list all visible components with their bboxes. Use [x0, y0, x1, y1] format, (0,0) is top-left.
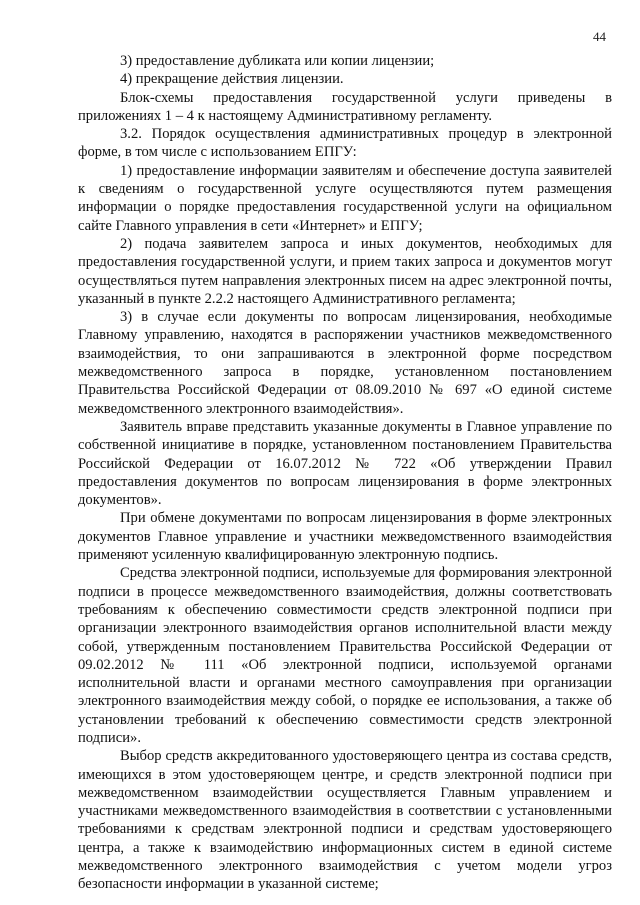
- paragraph-subitem-2: 2) подача заявителем запроса и иных документов, необходимых для предоставления государственной услуги, и прием таких запроса и документов могут осуществляться путем направления электронных писем на адрес электронной почты, указанный в пункте 2.2.2 настоящего Административного регламента;: [78, 235, 612, 307]
- paragraph-signature-tools: Средства электронной подписи, используемые для формирования электронной подписи в процессе межведомственного взаимодействия, должны соответствовать требованиям к обеспечению совместимости средств электронной подписи при организации электронного взаимодействия органов исполнительной власти между собой, утвержденным постановлением Правительства Российской Федерации от 09.02.2012 № 111 «Об электронной подписи, используемой органами исполнительной власти и органами местного самоуправления при организации электронного взаимодействия между собой, о порядке ее использования, а также об установлении требований к обеспечению совместимости средств электронной подписи».: [78, 565, 612, 746]
- paragraph-document-exchange: При обмене документами по вопросам лицензирования в форме электронных документов Главное управление и участники межведомственного взаимодействия применяют усиленную квалифицированную электронную подпись.: [78, 510, 612, 564]
- paragraph-applicant-right: Заявитель вправе представить указанные документы в Главное управление по собственной инициативе в порядке, установленном постановлением Правительства Российской Федерации от 16.07.2012 № 722 «Об утверждении Правил предоставления документов по вопросам лицензирования в форме электронных документов».: [78, 418, 612, 509]
- paragraph-flowcharts: Блок-схемы предоставления государственной услуги приведены в приложениях 1 – 4 к настоящему Административному регламенту.: [78, 89, 612, 124]
- paragraph-section-3-2: 3.2. Порядок осуществления административных процедур в электронной форме, в том числе с использованием ЕПГУ:: [78, 126, 612, 161]
- paragraph-item-3: 3) предоставление дубликата или копии лицензии;: [120, 53, 435, 69]
- page-number: 44: [593, 29, 606, 44]
- paragraph-item-4: 4) прекращение действия лицензии.: [120, 71, 344, 88]
- paragraph-subitem-1: 1) предоставление информации заявителям и обеспечение доступа заявителей к сведениям о государственной услуге осуществляются путем размещения информации о порядке предоставления государственной услуги на официальном сайте Главного управления в сети «Интернет» и ЕПГУ;: [78, 162, 612, 234]
- document-body: [78, 52, 612, 894]
- paragraph-subitem-3: 3) в случае если документы по вопросам лицензирования, необходимые Главному управлению, находятся в распоряжении участников межведомственного взаимодействия, то они запрашиваются в электронной форме посредством межведомственного запроса в порядке, установленном постановлением Правительства Российской Федерации от 08.09.2010 № 697 «О единой системе межведомственного электронного взаимодействия».: [78, 309, 612, 417]
- paragraph-certification-center: Выбор средств аккредитованного удостоверяющего центра из состава средств, имеющихся в этом удостоверяющем центре, и средств электронной подписи при межведомственном взаимодействии осуществляется Главным управлением и участниками межведомственного взаимодействия в соответствии с установленными требованиями к средствам электронной подписи и средствам удостоверяющего центра, а также к взаимодействию информационных систем в единой системе межведомственного электронного взаимодействия с учетом модели угроз безопасности информации в указанной системе;: [78, 748, 612, 893]
